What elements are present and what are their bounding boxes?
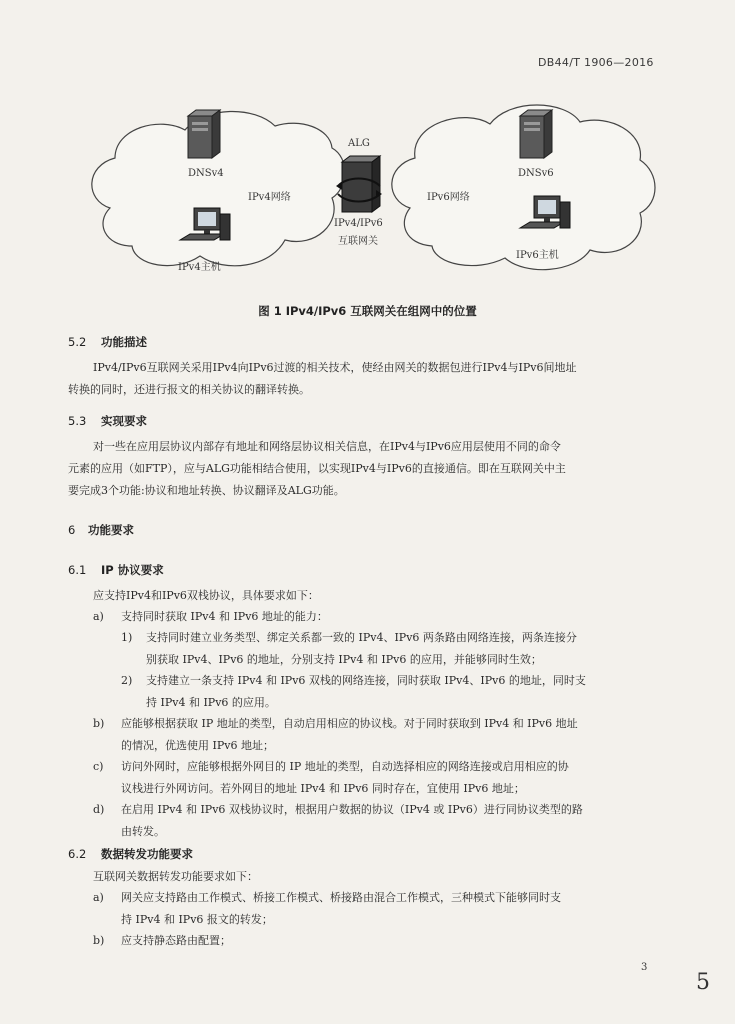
list-marker: b) <box>93 717 105 730</box>
section-title: 数据转发功能要求 <box>101 847 193 861</box>
section-5-2-heading <box>68 334 147 350</box>
list-item-line: 网关应支持路由工作模式、桥接工作模式、桥接路由混合工作模式，三种模式下能够同时支 <box>121 891 561 904</box>
paragraph-line: 要完成3个功能:协议和地址转换、协议翻译及ALG功能。 <box>68 484 345 497</box>
paragraph-line: 转换的同时，还进行报文的相关协议的翻译转换。 <box>68 383 310 396</box>
list-item-line: 应支持静态路由配置； <box>121 934 231 947</box>
figure-caption: 图 1 IPv4/IPv6 互联网关在组网中的位置 <box>258 304 477 318</box>
network-diagram-graphic <box>80 88 660 288</box>
section-number: 6.2 <box>68 847 87 861</box>
ipv6-host-label: IPv6主机 <box>516 250 559 261</box>
section-number: 6.1 <box>68 563 87 577</box>
list-marker: 1) <box>121 631 133 644</box>
paragraph-line: 对一些在应用层协议内部存有地址和网络层协议相关信息，在IPv4与IPv6应用层使用不同的命令 <box>93 440 561 453</box>
dnsv4-label: DNSv4 <box>188 168 224 179</box>
list-marker: a) <box>93 891 104 904</box>
server-icon-dnsv6 <box>520 110 552 158</box>
list-item <box>121 627 666 671</box>
list-marker: b) <box>93 934 105 947</box>
section-6-2-intro <box>93 866 673 888</box>
list-item <box>93 799 668 843</box>
gateway-icon <box>336 156 382 212</box>
list-marker: a) <box>93 610 104 623</box>
section-6-heading <box>68 522 134 538</box>
list-item <box>93 713 668 757</box>
section-5-3-heading <box>68 413 147 429</box>
gateway-label-line2: 互联网关 <box>338 236 378 247</box>
alg-label: ALG <box>348 138 370 149</box>
paragraph-line: 互联网关数据转发功能要求如下： <box>93 870 258 883</box>
list-marker: c) <box>93 760 104 773</box>
list-item-line: 的情况，优选使用 IPv6 地址； <box>121 739 274 752</box>
page-number: 3 <box>641 962 648 973</box>
list-item-line: 别获取 IPv4、IPv6 的地址，分别支持 IPv4 和 IPv6 的应用，并能够同时生效； <box>146 653 542 666</box>
section-title: IP 协议要求 <box>101 563 164 577</box>
list-item-line: 在启用 IPv4 和 IPv6 双栈协议时，根据用户数据的协议（IPv4 或 IPv6）进行同协议类型的路 <box>121 803 583 816</box>
section-number: 5.2 <box>68 335 87 349</box>
section-title: 功能描述 <box>101 335 147 349</box>
list-item-line: 持 IPv4 和 IPv6 的应用。 <box>146 696 276 709</box>
list-item-line: 支持同时获取 IPv4 和 IPv6 地址的能力： <box>121 610 328 623</box>
server-icon-dnsv4 <box>188 110 220 158</box>
network-diagram <box>80 88 660 288</box>
gateway-label-line1: IPv4/IPv6 <box>334 218 383 229</box>
standard-code: DB44/T 1906—2016 <box>538 56 654 69</box>
list-item <box>93 756 668 800</box>
ipv4-host-label: IPv4主机 <box>178 262 221 273</box>
list-item-line: 持 IPv4 和 IPv6 报文的转发； <box>121 913 273 926</box>
ipv6-network-label: IPv6网络 <box>427 192 470 203</box>
list-item-line: 访问外网时，应能够根据外网目的 IP 地址的类型，自动选择相应的网络连接或启用相应的协 <box>121 760 569 773</box>
section-title: 实现要求 <box>101 414 147 428</box>
section-5-3-body <box>68 436 668 502</box>
section-title: 功能要求 <box>88 523 134 537</box>
section-6-1-intro <box>93 585 673 607</box>
list-item-line: 议栈进行外网访问。若外网目的地址 IPv4 和 IPv6 同时存在，宜使用 IPv6 地址； <box>121 782 525 795</box>
list-marker: d) <box>93 803 105 816</box>
section-number: 5.3 <box>68 414 87 428</box>
list-item <box>121 670 666 714</box>
paragraph-line: IPv4/IPv6互联网关采用IPv4向IPv6过渡的相关技术，使经由网关的数据包进行IPv4与IPv6间地址 <box>93 361 577 374</box>
section-6-2-heading <box>68 846 193 862</box>
list-item-line: 应能够根据获取 IP 地址的类型，自动启用相应的协议栈。对于同时获取到 IPv4 和 IPv6 地址 <box>121 717 578 730</box>
paragraph-line: 元素的应用（如FTP），应与ALG功能相结合使用，以实现IPv4与IPv6的直接通信。即在互联网关中主 <box>68 462 566 475</box>
list-marker: 2) <box>121 674 133 687</box>
dnsv6-label: DNSv6 <box>518 168 554 179</box>
section-6-1-heading <box>68 562 164 578</box>
list-item <box>93 887 668 931</box>
section-number: 6 <box>68 523 76 537</box>
scan-page-number: 5 <box>696 970 710 995</box>
list-item <box>93 930 668 952</box>
section-5-2-body <box>68 357 668 401</box>
list-item-line: 支持同时建立业务类型、绑定关系都一致的 IPv4、IPv6 两条路由网络连接，两条连接分 <box>146 631 577 644</box>
list-item-line: 支持建立一条支持 IPv4 和 IPv6 双栈的网络连接，同时获取 IPv4、IPv6 的地址，同时支 <box>146 674 586 687</box>
list-item-line: 由转发。 <box>121 825 165 838</box>
list-item <box>93 606 663 628</box>
ipv4-network-label: IPv4网络 <box>248 192 291 203</box>
paragraph-line: 应支持IPv4和IPv6双栈协议，具体要求如下： <box>93 589 319 602</box>
